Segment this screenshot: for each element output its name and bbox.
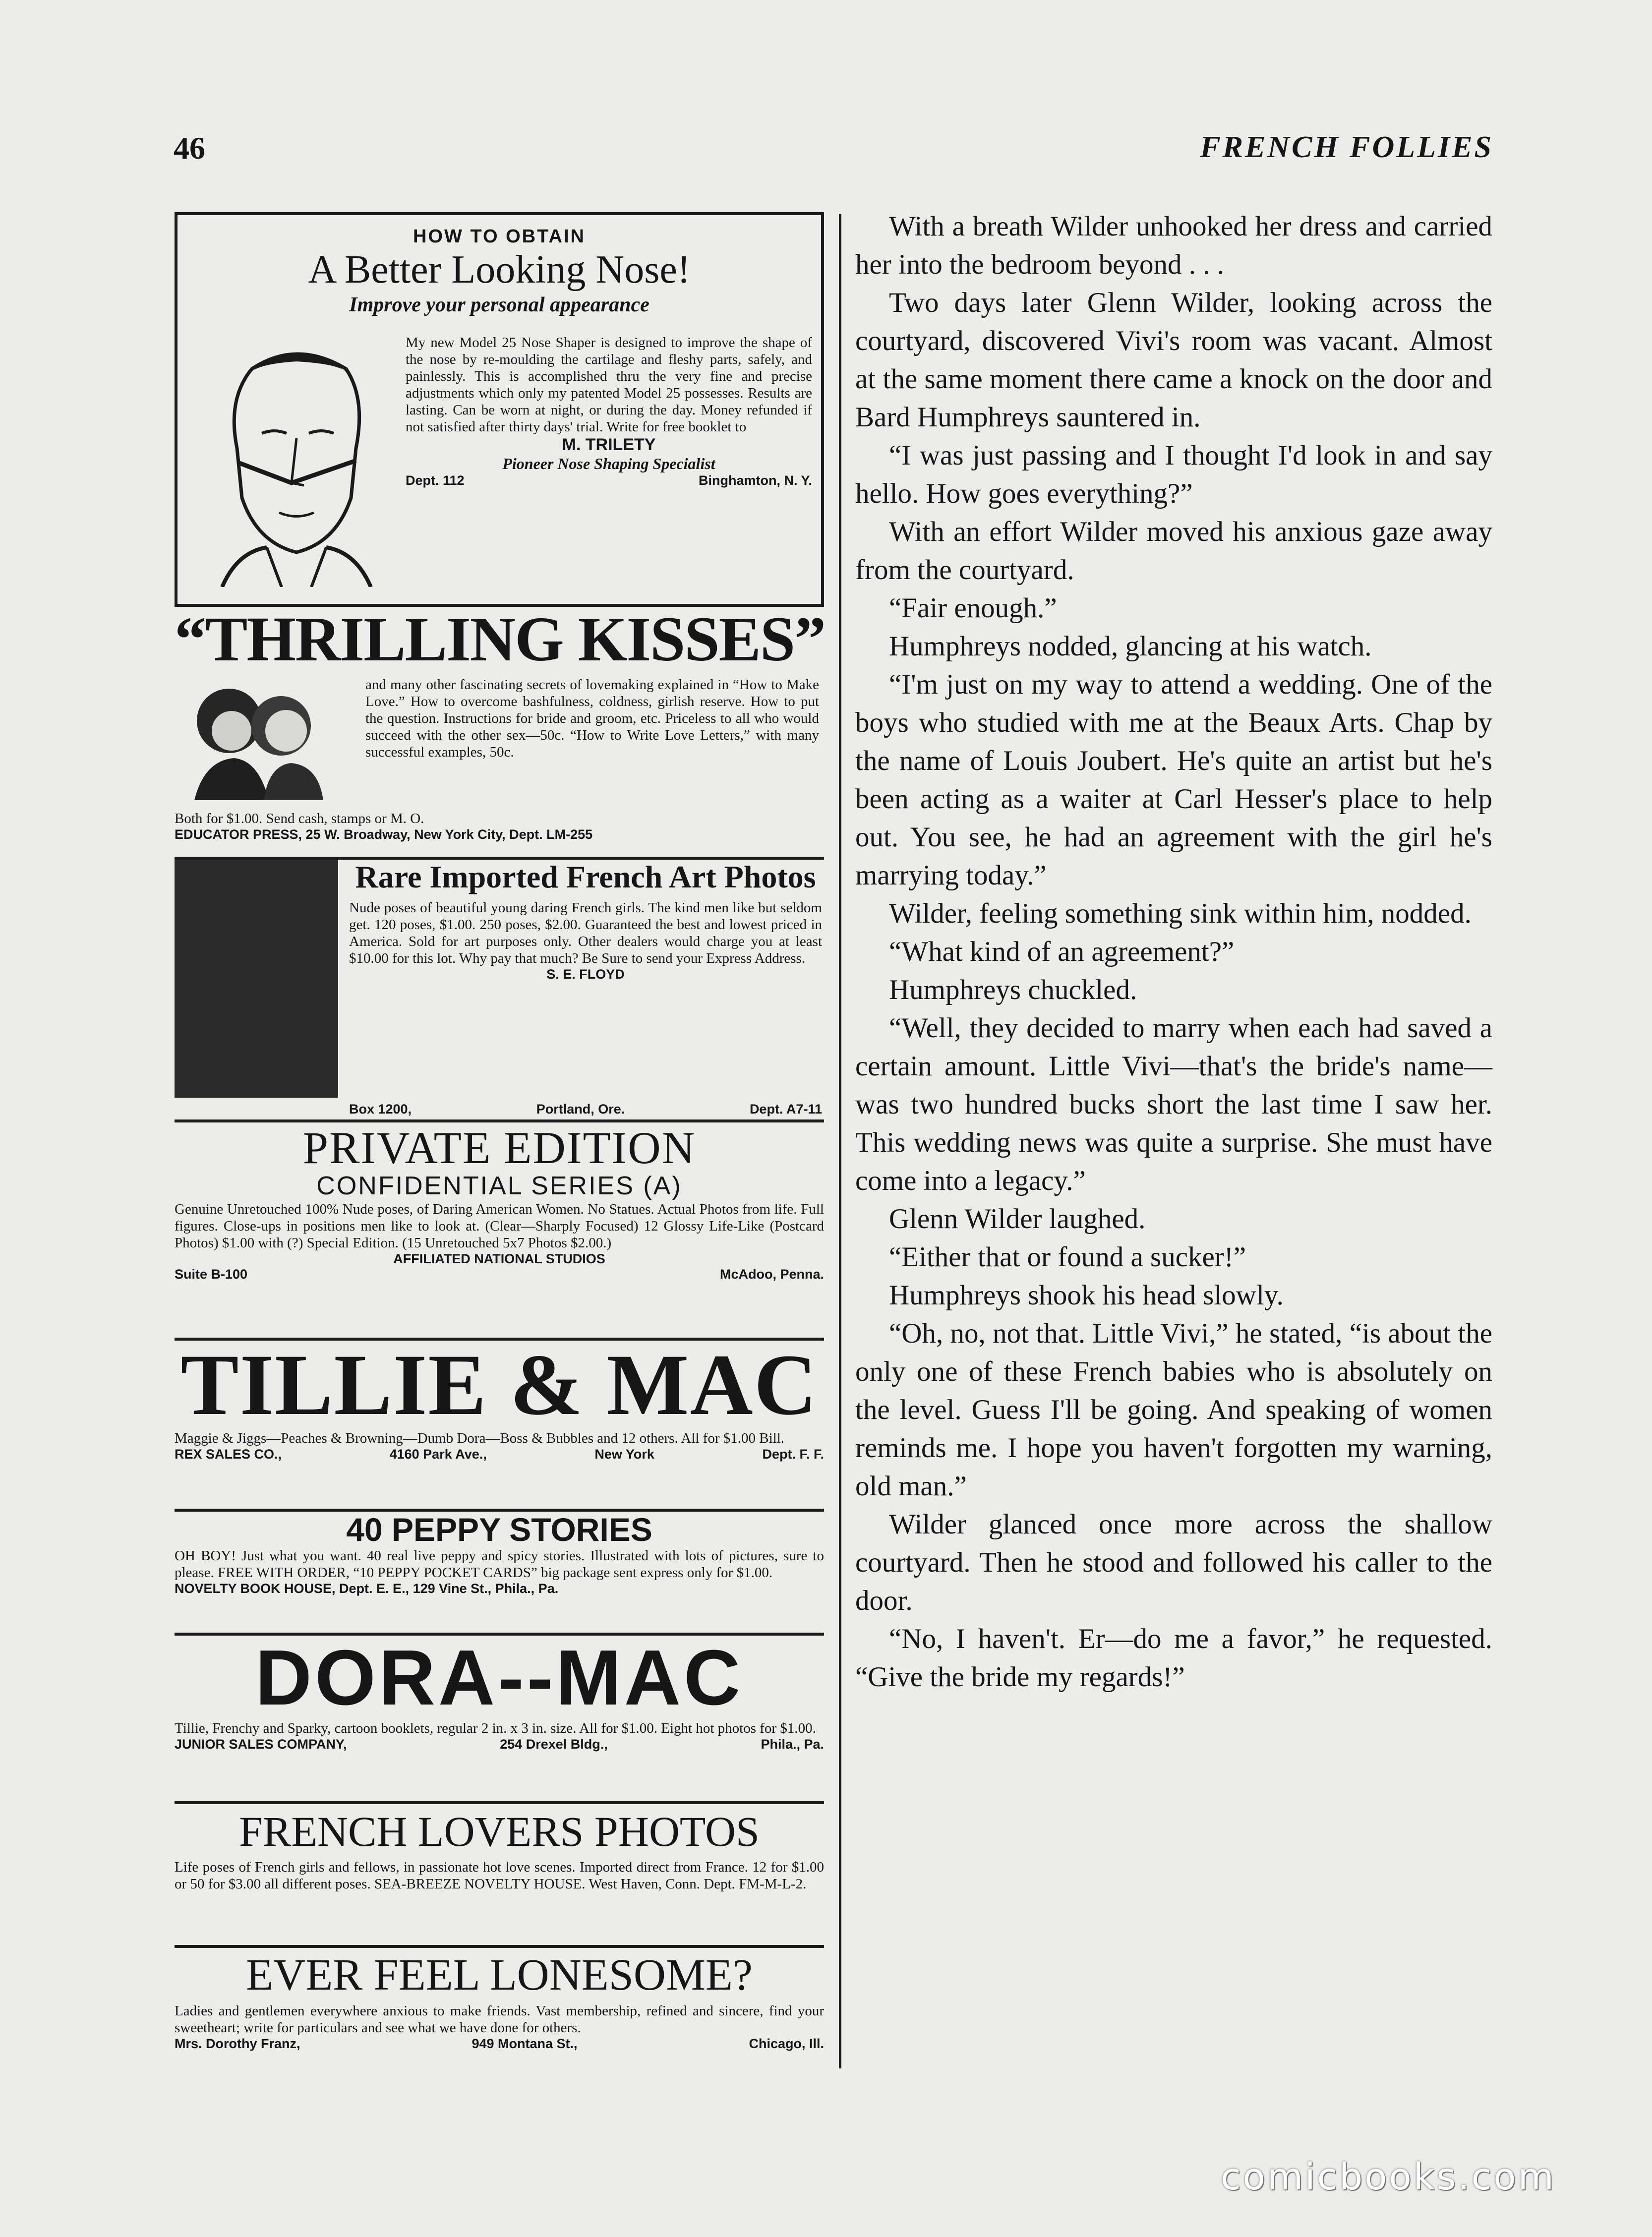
story-paragraph: “No, I haven't. Er—do me a favor,” he requested. “Give the bride my regards!”: [855, 1623, 1492, 1693]
ad-suite: Suite B-100: [175, 1267, 248, 1282]
ad-headline: FRENCH LOVERS PHOTOS: [239, 1808, 760, 1855]
ad-dept: Dept. A7-11: [749, 1102, 822, 1117]
story-paragraph: “What kind of an agreement?”: [889, 936, 1235, 967]
ad-address-row: [406, 473, 812, 488]
ad-headline: A Better Looking Nose!: [308, 248, 691, 292]
ad-company: REX SALES CO.,: [175, 1447, 282, 1462]
ad-city: New York: [594, 1447, 654, 1462]
watermark: comicbooks.com: [1221, 2156, 1556, 2198]
ad-headline: EVER FEEL LONESOME?: [246, 1950, 753, 2000]
ad-body: OH BOY! Just what you want. 40 real live peppy and spicy stories. Illustrated with lots of pictures, sure to please. FREE WITH ORDER, “10 PEPPY POCKET CARDS” big package sent express only for $1.00.: [175, 1548, 824, 1581]
ad-headline: DORA--MAC: [255, 1634, 744, 1721]
lonesome-ad: [175, 1948, 824, 2082]
ad-address: NOVELTY BOOK HOUSE, Dept. E. E., 129 Vine St., Phila., Pa.: [175, 1581, 559, 1596]
ad-studio: AFFILIATED NATIONAL STUDIOS: [393, 1251, 605, 1266]
ad-address-row: [175, 2036, 824, 2052]
story-paragraph: “I'm just on my way to attend a wedding. One of the boys who studied with me at the Beaux Arts. Chap by the name of Louis Joubert. He's quite an artist but he's been acting as a waiter at Carl Hesser's place to help out. You see, he had an agreement with the girl he's marrying today.”: [855, 669, 1492, 891]
ad-name: S. E. FLOYD: [546, 967, 625, 982]
story-paragraph: Humphreys shook his head slowly.: [889, 1280, 1284, 1311]
ad-body: Life poses of French girls and fellows, in passionate hot love scenes. Imported direct from France. 12 for $1.00 or 50 for $3.00 all different poses. SEA-BREEZE NOVELTY HOUSE. West Haven, Conn. Dept. FM-M-L-2.: [175, 1859, 824, 1892]
ad-company: JUNIOR SALES COMPANY,: [175, 1737, 347, 1752]
ad-name: M. TRILETY: [562, 435, 656, 454]
ad-headline: Rare Imported French Art Photos: [355, 859, 816, 894]
ad-column: [175, 212, 824, 2074]
ad-name: Mrs. Dorothy Franz,: [175, 2036, 300, 2051]
ad-city: Chicago, Ill.: [749, 2036, 824, 2051]
ad-box: Box 1200,: [349, 1102, 412, 1117]
ad-body: Maggie & Jiggs—Peaches & Browning—Dumb Dora—Boss & Bubbles and 12 others. All for $1.00 Bill.: [175, 1430, 785, 1446]
ad-city: Phila., Pa.: [761, 1737, 824, 1752]
story-paragraph: “I was just passing and I thought I'd look in and say hello. How goes everything?”: [855, 440, 1492, 509]
story-paragraph: Humphreys chuckled.: [889, 974, 1137, 1005]
ad-kicker: HOW TO OBTAIN: [413, 226, 586, 247]
ad-dept: Dept. F. F.: [762, 1447, 824, 1462]
story-paragraph: “Well, they decided to marry when each had saved a certain amount. Little Vivi—that's the bride's name—was two hundred bucks short the last time I saw her. This wedding news was quite a surprise. She must have come into a legacy.”: [855, 1012, 1492, 1196]
ad-address-row: [175, 1447, 824, 1462]
story-paragraph: Humphreys nodded, glancing at his watch.: [889, 631, 1372, 662]
ad-body: Ladies and gentlemen everywhere anxious to make friends. Vast membership, refined and sincere, find your sweetheart; write for particulars and see what we have done for others.: [175, 2003, 824, 2036]
story-paragraph: Wilder glanced once more across the shallow courtyard. Then he stood and followed his caller to the door.: [855, 1509, 1492, 1616]
story-paragraph: “Either that or found a sucker!”: [889, 1241, 1246, 1273]
art-photos-ad: [175, 860, 824, 1122]
story-paragraph: With a breath Wilder unhooked her dress and carried her into the bedroom beyond . . .: [855, 211, 1492, 280]
tillie-mac-ad: [175, 1337, 824, 1512]
column-rule: [839, 214, 841, 2068]
ad-street: 4160 Park Ave.,: [389, 1447, 487, 1462]
kissing-couple-illustration: [175, 676, 338, 800]
ad-headline: TILLIE & MAC: [180, 1337, 818, 1433]
ad-order-line: Both for $1.00. Send cash, stamps or M. O.: [175, 811, 424, 826]
story-paragraph: “Oh, no, not that. Little Vivi,” he stated, “is about the only one of these French babies who is absolutely on the level. Guess I'll be going. And speaking of women reminds me. I hope you haven't forgotten my warning, old man.”: [855, 1318, 1492, 1502]
ad-body: My new Model 25 Nose Shaper is designed to improve the shape of the nose by re-moulding the cartilage and fleshy parts, safely, and painlessly. This is accomplished thru the very fine and precise adjustments which only my patented Model 25 possesses. Results are lasting. Can be worn at night, or during the day. Money refunded if not satisfied after thirty days' trial. Write for free booklet to: [406, 335, 812, 435]
ad-body: Tillie, Frenchy and Sparky, cartoon booklets, regular 2 in. x 3 in. size. All for $1.00. Eight hot photos for $1.00.: [175, 1720, 816, 1736]
private-edition-ad: [175, 1122, 824, 1341]
ad-city: McAdoo, Penna.: [719, 1267, 824, 1282]
french-lovers-ad: [175, 1804, 824, 1948]
ad-headline: PRIVATE EDITION: [302, 1122, 696, 1173]
ad-street: 254 Drexel Bldg.,: [500, 1737, 608, 1752]
story-paragraph: Glenn Wilder laughed.: [889, 1203, 1146, 1235]
ad-subhead: Improve your personal appearance: [349, 294, 649, 316]
ad-address-row: [349, 1102, 822, 1117]
page-number: 46: [174, 130, 205, 166]
story-paragraph: Wilder, feeling something sink within him, nodded.: [889, 898, 1472, 929]
nose-shaper-portrait-illustration: [192, 334, 401, 587]
story-column: [855, 207, 1492, 1696]
ad-headline: “THRILLING KISSES”: [175, 604, 826, 674]
ad-subhead: CONFIDENTIAL SERIES (A): [316, 1172, 682, 1200]
ad-headline: 40 PEPPY STORIES: [346, 1511, 652, 1548]
ad-body: Nude poses of beautiful young daring French girls. The kind men like but seldom get. 120 poses, $1.00. 250 poses, $2.00. Guaranteed the best and lowest priced in America. Sold for art purposes only. Other dealers would charge you at least $10.00 for this lot. Why pay that much? Be Sure to send your Express Address.: [349, 900, 822, 966]
running-head: FRENCH FOLLIES: [1200, 130, 1493, 164]
story-paragraph: With an effort Wilder moved his anxious gaze away from the courtyard.: [855, 516, 1492, 586]
thrilling-kisses-ad: [175, 604, 826, 860]
story-paragraph: Two days later Glenn Wilder, looking across the courtyard, discovered Vivi's room was vacant. Almost at the same moment there came a knock on the door and Bard Humphreys sauntered in.: [855, 287, 1492, 433]
ad-address: EDUCATOR PRESS, 25 W. Broadway, New York City, Dept. LM-255: [175, 827, 593, 842]
story-paragraph: “Fair enough.”: [889, 592, 1057, 624]
dora-mac-ad: [175, 1636, 824, 1804]
nose-shaper-ad: [175, 215, 824, 607]
ad-city: Portland, Ore.: [536, 1102, 625, 1117]
ad-address-row: [175, 1267, 824, 1282]
ad-dept: Dept. 112: [406, 473, 465, 488]
ad-body: Genuine Unretouched 100% Nude poses, of Daring American Women. No Statues. Actual Photos from life. Full figures. Close-ups in positions men like to look at. (Clear—Sharply Focused) 12 Glossy Life-Like (Postcard Photos) $1.00 with (?) Special Edition. (15 Unretouched 5x7 Photos $2.00.): [175, 1201, 824, 1251]
peppy-stories-ad: [175, 1512, 824, 1636]
ad-address-row: [175, 1737, 824, 1752]
art-photo-image: [175, 860, 338, 1098]
ad-title: Pioneer Nose Shaping Specialist: [502, 455, 715, 472]
ad-body: and many other fascinating secrets of lovemaking explained in “How to Make Love.” How to overcome bashfulness, coldness, girlish reserve. How to put the question. Instructions for bride and groom, etc. Priceless to all who would succeed with the other sex—50c. “How to Write Love Letters,” with many successful examples, 50c.: [365, 677, 819, 760]
ad-street: 949 Montana St.,: [472, 2036, 578, 2051]
ad-city: Binghamton, N. Y.: [698, 473, 812, 488]
